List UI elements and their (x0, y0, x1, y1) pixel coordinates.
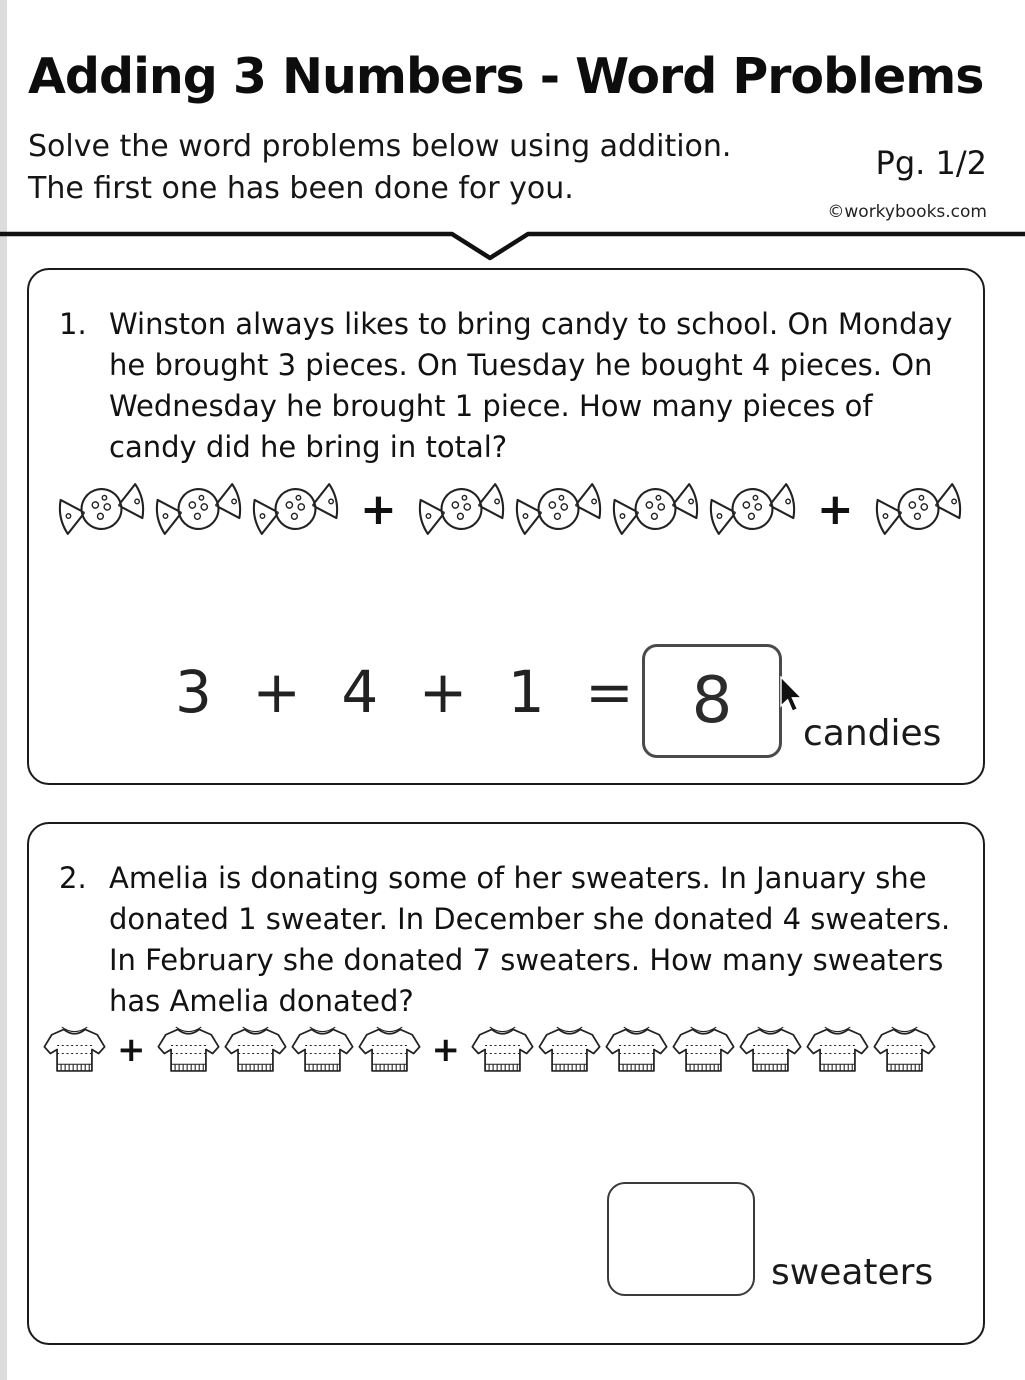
problem-2-number: 2. (59, 861, 87, 895)
problem-1-statement (29, 270, 983, 468)
sweater-icon (536, 1020, 603, 1079)
candy-icon (510, 470, 607, 548)
plus-sign: + (431, 1029, 460, 1070)
page-number: Pg. 1/2 (875, 144, 987, 182)
sweater-icon (289, 1020, 356, 1079)
problem-1-box (27, 268, 985, 785)
sweater-icon (41, 1020, 108, 1079)
problem-1-number: 1. (59, 307, 87, 341)
problem-2-text: Amelia is donating some of her sweaters. In January she donated 1 sweater. In December she donated 4 sweaters. In February she donated 7 sweaters. How many sweaters has Amelia donated? (109, 861, 951, 1018)
unit-label-sweaters: sweaters (771, 1252, 934, 1293)
sweater-icon (222, 1020, 289, 1079)
plus-sign: + (816, 483, 854, 535)
candy-icon (413, 470, 510, 548)
instructions (28, 126, 731, 210)
divider-line (0, 224, 1025, 266)
equation-text: 3 + 4 + 1 = (175, 658, 639, 726)
problem-2-statement (29, 824, 983, 1022)
sweater-icon (469, 1020, 536, 1079)
sweater-icon (155, 1020, 222, 1079)
page-edge-shadow (0, 0, 7, 1380)
answer-box-1[interactable] (642, 644, 782, 758)
copyright-text: ©workybooks.com (827, 202, 987, 222)
problem-2-box (27, 822, 985, 1345)
candy-icon (607, 470, 704, 548)
sweater-icon (670, 1020, 737, 1079)
plus-sign: + (117, 1029, 146, 1070)
page-title: Adding 3 Numbers - Word Problems (28, 48, 984, 105)
candy-icon (150, 470, 247, 548)
sweater-icon-row (41, 1020, 975, 1079)
mouse-cursor-icon (778, 676, 806, 714)
candy-icon-row (53, 470, 963, 548)
sweater-icon (804, 1020, 871, 1079)
candy-icon (247, 470, 344, 548)
candy-icon (53, 470, 150, 548)
problem-1-text: Winston always likes to bring candy to school. On Monday he brought 3 pieces. On Tuesday he bought 4 pieces. On Wednesday he brought 1 piece. How many pieces of candy did he bring in total? (109, 307, 953, 464)
instructions-line-1: Solve the word problems below using addition. (28, 129, 732, 164)
sweater-icon (871, 1020, 938, 1079)
answer-value-1: 8 (691, 664, 733, 738)
sweater-icon (356, 1020, 423, 1079)
unit-label-candies: candies (803, 713, 942, 754)
sweater-icon (737, 1020, 804, 1079)
sweater-icon (603, 1020, 670, 1079)
candy-icon (704, 470, 801, 548)
candy-icon (870, 470, 967, 548)
answer-box-2[interactable] (607, 1182, 755, 1296)
plus-sign: + (360, 483, 397, 535)
instructions-line-2: The first one has been done for you. (28, 171, 574, 206)
